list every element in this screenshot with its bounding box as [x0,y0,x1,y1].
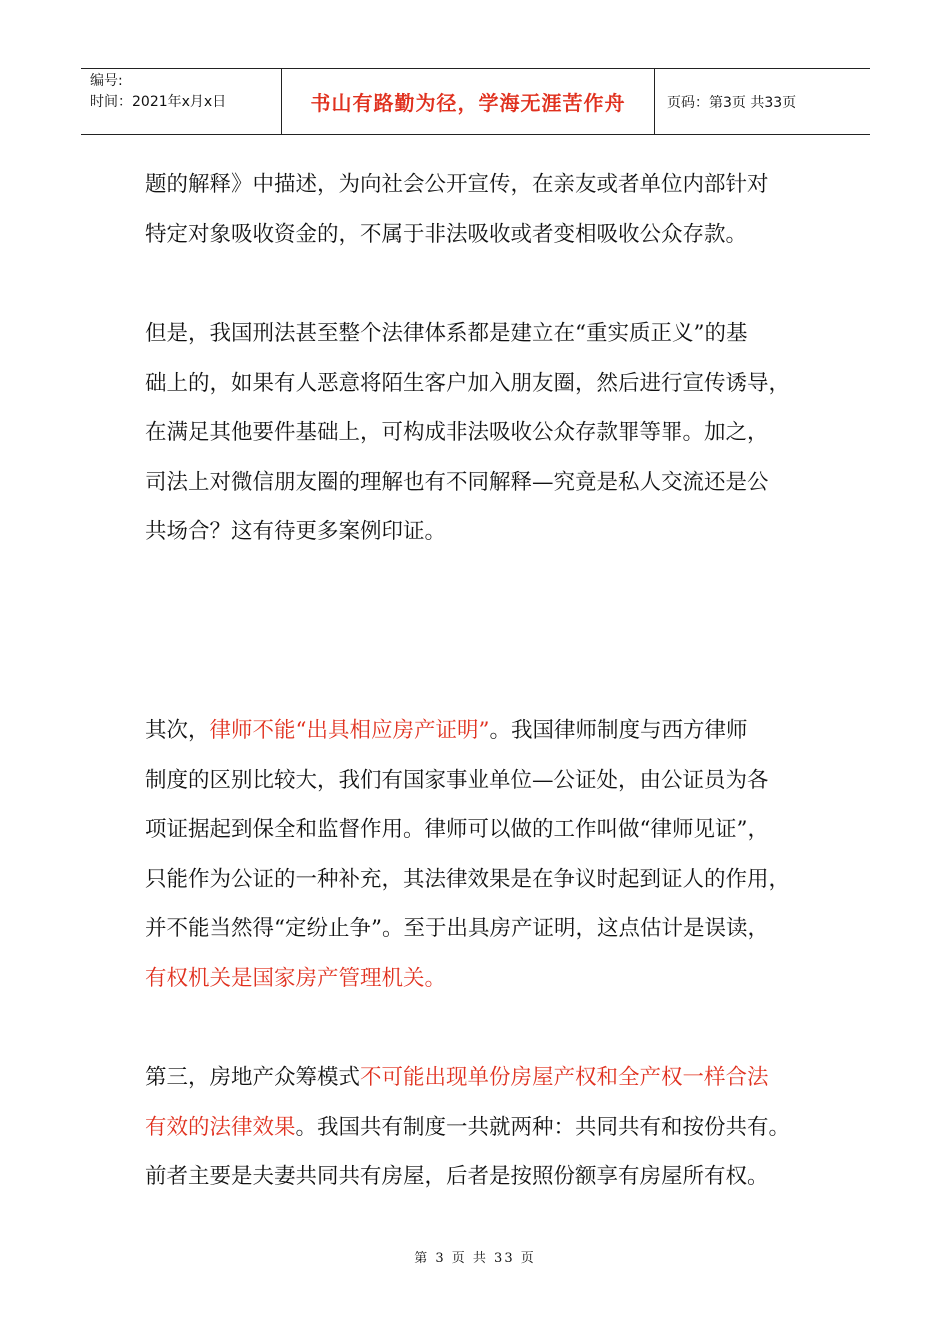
text-line [145,458,825,508]
text-line [145,1103,825,1153]
document-code-label: 编号: [90,73,123,89]
text-segment: 并不能当然得“定纷止争”。至于出具房产证明，这点估计是误读， [145,916,769,941]
text-line [145,1152,825,1202]
text-line [145,160,825,210]
text-line [145,210,825,260]
header-motto: 书山有路勤为径，学海无涯苦作舟 [282,69,655,134]
text-segment: 前者主要是夫妻共同共有房屋，后者是按照份额享有房屋所有权。 [145,1164,769,1189]
paragraph-1 [145,160,825,259]
paragraph-2 [145,309,825,557]
text-line [145,507,825,557]
text-line [145,309,825,359]
text-segment: 。我国律师制度与西方律师 [489,718,748,743]
text-segment: 只能作为公证的一种补充，其法律效果是在争议时起到证人的作用， [145,866,791,892]
highlighted-text: 不可能出现单份房屋产权和全产权一样合法 [360,1065,769,1090]
highlighted-text: 有效的法律效果 [145,1114,296,1140]
document-date: 时间：2021年x月x日 [90,94,227,110]
text-line [145,904,825,954]
text-line [145,706,825,756]
text-line [145,359,825,409]
text-line [145,756,825,806]
page-header [81,68,870,135]
text-segment: 特定对象吸收资金的，不属于非法吸收或者变相吸收公众存款。 [145,221,748,247]
text-segment: 但是，我国刑法甚至整个法律体系都是建立在“重实质正义”的基 [145,321,748,346]
text-segment: 司法上对微信朋友圈的理解也有不同解释—究竟是私人交流还是公 [145,469,769,495]
text-line [145,408,825,458]
paragraph-4 [145,1053,825,1202]
highlighted-text: 律师不能“出具相应房产证明” [209,718,490,743]
text-segment: 共场合？这有待更多案例印证。 [145,519,447,544]
text-segment: 其次， [145,718,210,743]
text-line [145,954,825,1004]
text-segment: 第三，房地产众筹模式 [145,1065,361,1090]
text-segment: 项证据起到保全和监督作用。律师可以做的工作叫做“律师见证”， [145,817,769,842]
header-meta [81,69,282,134]
paragraph-3 [145,706,825,1003]
text-line [145,1053,825,1103]
text-line [145,805,825,855]
highlighted-text: 有权机关是国家房产管理机关。 [145,965,447,991]
text-segment: 。我国共有制度一共就两种：共同共有和按份共有。 [295,1114,791,1140]
text-segment: 础上的，如果有人恶意将陌生客户加入朋友圈，然后进行宣传诱导， [145,370,791,396]
page-footer: 第 3 页 共 33 页 [414,1251,536,1266]
text-line [145,855,825,905]
text-segment: 在满足其他要件基础上，可构成非法吸收公众存款罪等罪。加之， [145,420,769,445]
header-page-info: 页码：第3页 共33页 [667,94,797,111]
text-segment: 制度的区别比较大，我们有国家事业单位—公证处，由公证员为各 [145,767,769,793]
text-segment: 题的解释》中描述，为向社会公开宣传，在亲友或者单位内部针对 [145,172,769,197]
